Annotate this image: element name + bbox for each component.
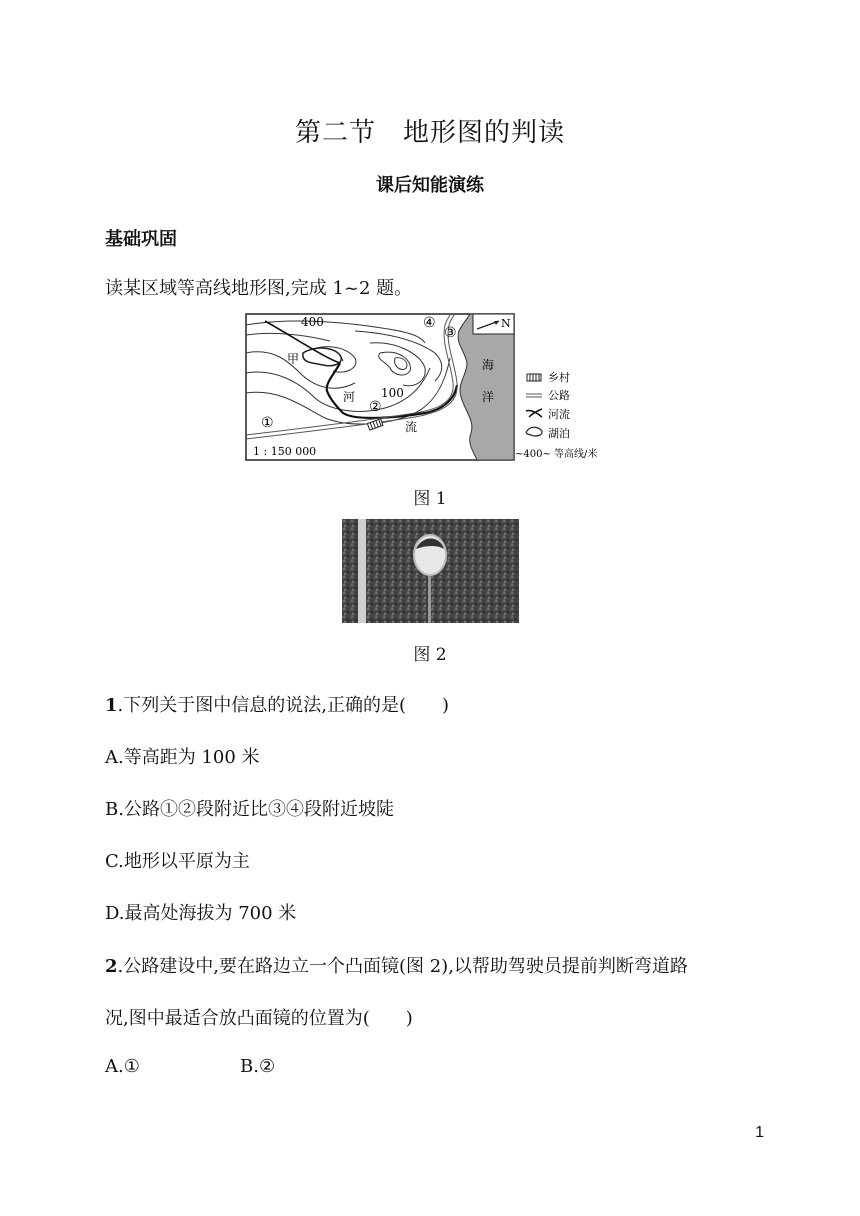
question-2-option-b: B.②	[240, 1056, 276, 1077]
section-heading: 基础巩固	[105, 229, 177, 250]
question-1-option-a: A.等高距为 100 米	[105, 747, 260, 768]
contour-label-400: 400	[301, 315, 324, 329]
page-title: 第二节 地形图的判读	[294, 118, 565, 148]
marker-3: ③	[444, 325, 457, 341]
mirror-pole	[428, 569, 431, 623]
page-number: 1	[755, 1124, 764, 1141]
question-1-stem: 1.下列关于图中信息的说法,正确的是( )	[105, 695, 450, 716]
svg-text:公路: 公路	[548, 389, 570, 402]
contour-map-figure	[245, 313, 620, 463]
legend-river-icon	[526, 409, 542, 417]
figure2-caption: 图 2	[413, 645, 447, 665]
question-1-option-b: B.公路①②段附近比③④段附近坡陡	[105, 799, 394, 820]
legend-contour-label: ~400~ 等高线/米	[515, 449, 598, 460]
legend-road-icon	[526, 394, 542, 397]
question-1-option-c: C.地形以平原为主	[105, 851, 250, 872]
svg-text:乡村: 乡村	[548, 371, 570, 384]
north-label: N	[501, 317, 511, 330]
river-label-liu: 流	[405, 420, 418, 434]
convex-mirror-photo	[342, 519, 519, 623]
ocean-label-yang: 洋	[482, 390, 495, 404]
question-2-stem-line2: 况,图中最适合放凸面镜的位置为( )	[105, 1008, 413, 1029]
pole-left	[358, 519, 366, 623]
legend-lake-icon	[526, 427, 542, 436]
question-1-option-d: D.最高处海拔为 700 米	[105, 903, 297, 924]
map-legend	[515, 370, 597, 460]
question-1-number: 1	[105, 695, 118, 716]
question-2-number: 2	[105, 956, 118, 977]
svg-text:河流: 河流	[548, 408, 570, 421]
question-2-stem: 2.公路建设中,要在路边立一个凸面镜(图 2),以帮助驾驶员提前判断弯道路	[105, 956, 688, 977]
marker-1: ①	[261, 415, 274, 431]
svg-text:湖泊: 湖泊	[548, 427, 570, 440]
marker-4: ④	[423, 315, 436, 331]
intro-text: 读某区域等高线地形图,完成 1~2 题。	[105, 278, 413, 299]
question-2-option-a: A.①	[105, 1056, 140, 1077]
contour-label-100: 100	[381, 386, 404, 400]
marker-2: ②	[369, 399, 382, 415]
ocean-label-hai: 海	[482, 358, 495, 372]
river-label-he: 河	[343, 390, 356, 404]
page-subtitle: 课后知能演练	[376, 175, 484, 196]
map-scale: 1 : 150 000	[253, 445, 317, 458]
figure1-caption: 图 1	[413, 489, 447, 509]
place-label-jia: 甲	[287, 352, 300, 366]
